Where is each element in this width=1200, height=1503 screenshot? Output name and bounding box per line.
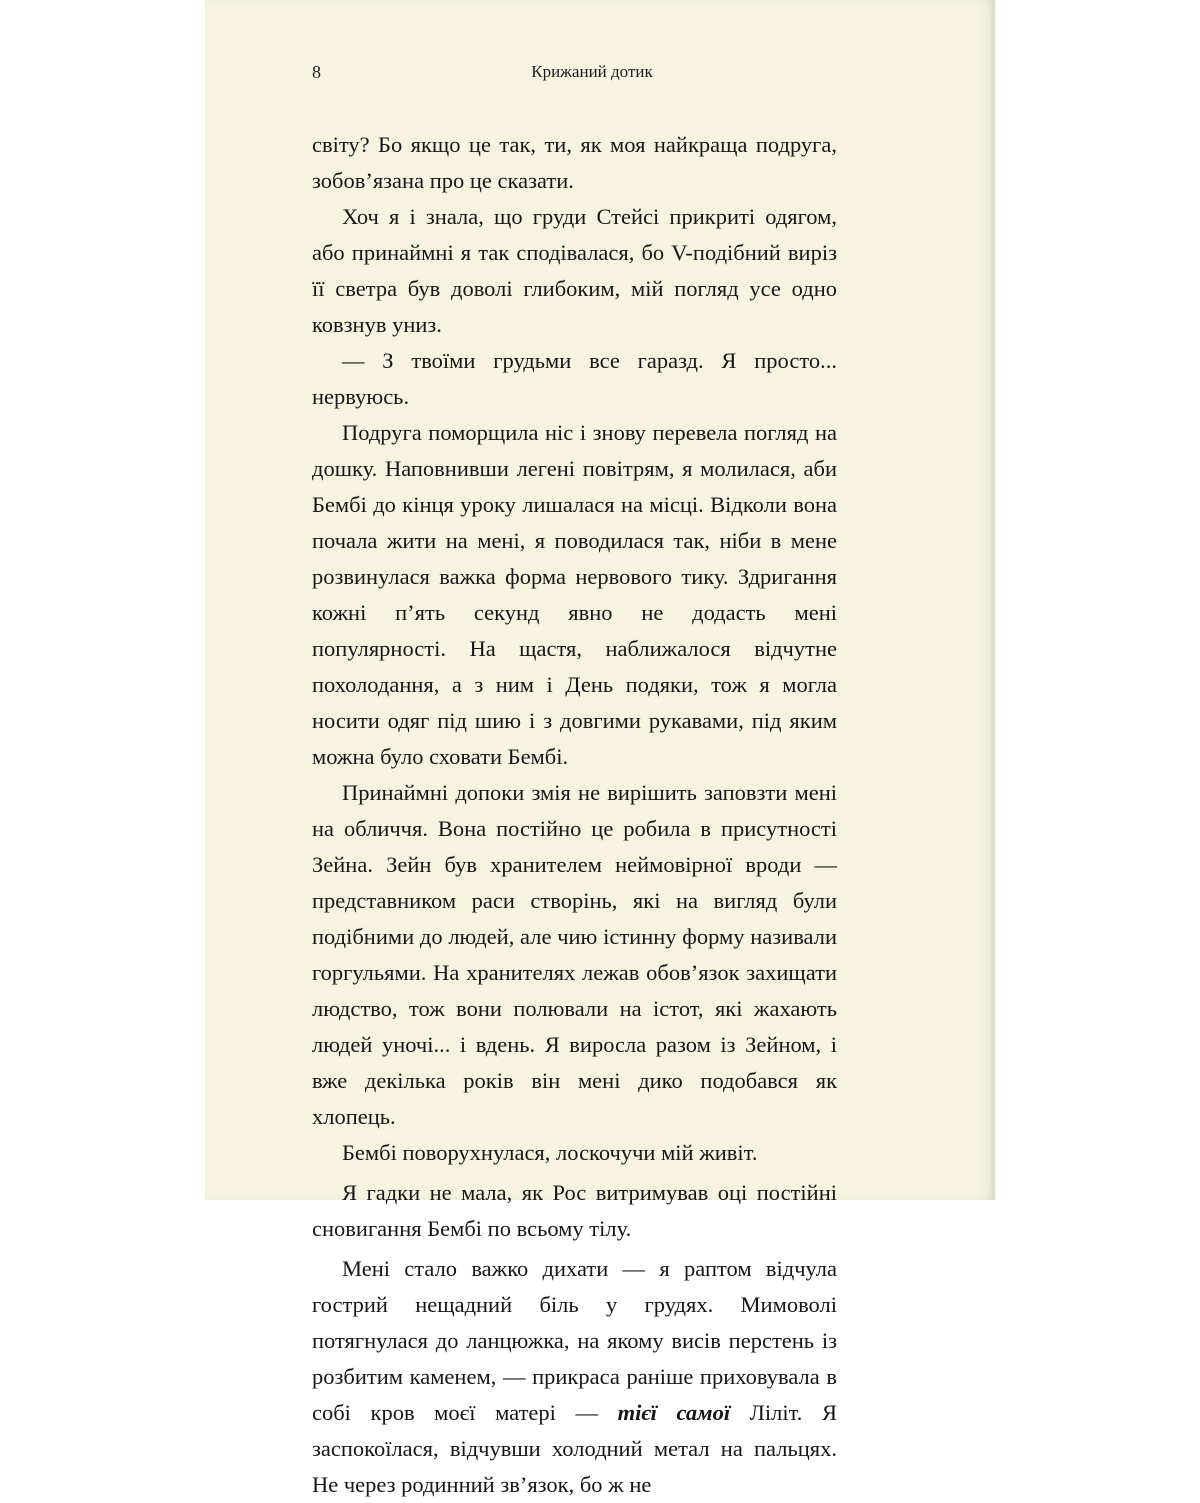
paragraph-2: Хоч я і знала, що груди Стейсі прикриті одягом, або принаймні я так сподівалася, бо V-подібний виріз її светра був доволі глибоким, мій погляд усе одно ковзнув униз. (312, 204, 837, 337)
page-header (312, 62, 872, 92)
paragraph-8-emphasis: тієї самої (617, 1400, 731, 1425)
page-number: 8 (312, 62, 321, 82)
paragraph-3: — З твоїми грудьми все гаразд. Я просто... нервуюсь. (312, 348, 837, 409)
text-body (312, 127, 837, 1503)
paragraph-1: світу? Бо якщо це так, ти, як моя найкраща подруга, зобов’язана про це сказати. (312, 132, 837, 193)
paragraph-6: Бембі поворухнулася, лоскочучи мій живіт. (342, 1140, 758, 1165)
paragraph-4: Подруга поморщила ніс і знову перевела погляд на дошку. Наповнивши легені повітрям, я молилася, аби Бембі до кінця уроку лишалася на місці. Відколи вона почала жити на мені, я поводилася так, ніби в мене розвинулася важка форма нервового тику. Здригання кожні п’ять секунд явно не додасть мені популярності. На щастя, наближалося відчутне похолодання, а з ним і День подяки, тож я могла носити одяг під шию і з довгими рукавами, під яким можна було сховати Бембі. (312, 420, 837, 769)
paragraph-7: Я гадки не мала, як Рос витримував оці постійні сновигання Бембі по всьому тілу. (312, 1180, 837, 1241)
paragraph-8-start: Мені стало важко дихати — я раптом відчула гострий нещадний біль у грудях. Мимоволі потягнулася до ланцюжка, на якому висів перстень із розбитим каменем, — прикраса раніше приховувала в собі кров моєї матері — (312, 1256, 837, 1425)
paragraph-8 (312, 1251, 837, 1503)
paragraph-5: Принаймні допоки змія не вирішить заповзти мені на обличчя. Вона постійно це робила в присутності Зейна. Зейн був хранителем неймовірної вроди — представником раси створінь, які на вигляд були подібними до людей, але чию істинну форму називали горгульями. На хранителях лежав обов’язок захищати людство, тож вони полювали на істот, які жахають людей уночі... і вдень. Я виросла разом із Зейном, і вже декілька років він мені дико подобався як хлопець. (312, 780, 837, 1129)
book-page (205, 0, 995, 1497)
paragraph-8-end: Ліліт. Я заспокоїлася, відчувши холодний метал на пальцях. Не через родинний зв’язок, бо ж не (312, 1400, 837, 1497)
running-title: Крижаний дотик (531, 62, 653, 81)
